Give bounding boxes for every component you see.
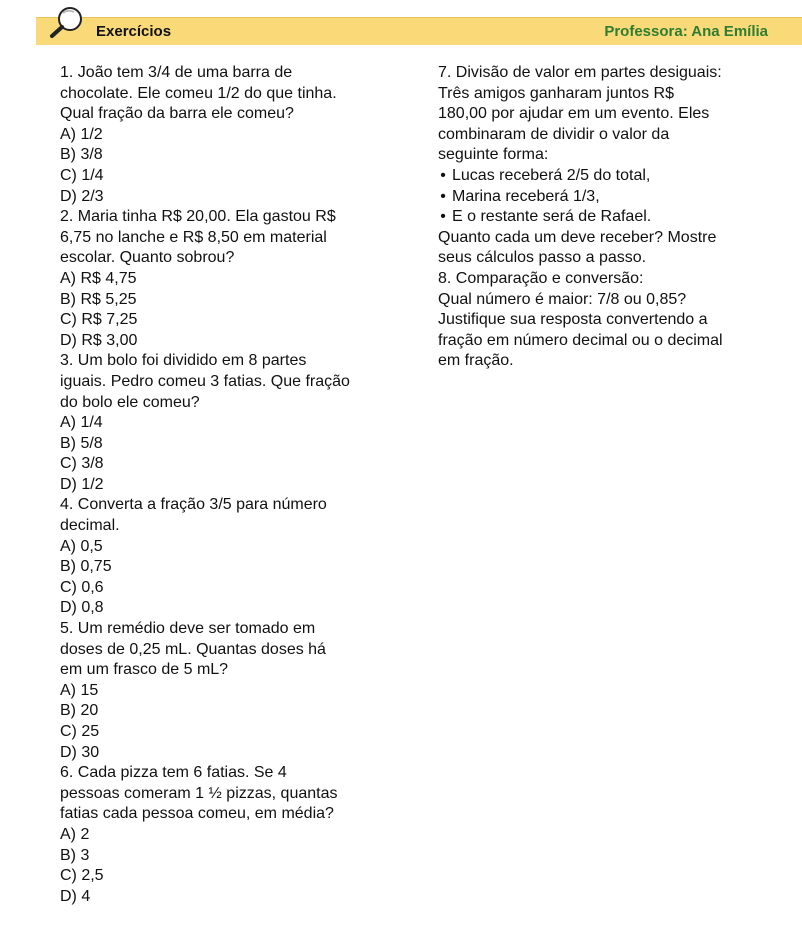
answer-option: A) 1/2 — [60, 125, 103, 143]
answer-option: A) 0,5 — [60, 537, 103, 555]
answer-option: D) R$ 3,00 — [60, 331, 138, 349]
question-text: doses de 0,25 mL. Quantas doses há — [60, 640, 326, 658]
answer-option: B) 3/8 — [60, 146, 103, 164]
header-teacher: Professora: Ana Emília — [604, 23, 768, 40]
question-text: 5. Um remédio deve ser tomado em — [60, 620, 316, 638]
question-text: 7. Divisão de valor em partes desiguais: — [438, 64, 722, 81]
answer-option: A) 2 — [60, 825, 90, 843]
answer-option: B) 3 — [60, 846, 90, 864]
answer-option: B) 0,75 — [60, 558, 112, 576]
answer-option: D) 1/2 — [60, 475, 104, 493]
left-column — [60, 63, 410, 907]
question-text: iguais. Pedro comeu 3 fatias. Que fração — [60, 372, 350, 390]
answer-option: C) 3/8 — [60, 455, 104, 473]
answer-option: B) 20 — [60, 702, 99, 720]
answer-option: A) 15 — [60, 681, 99, 699]
question-text: pessoas comeram 1 ½ pizzas, quantas — [60, 784, 338, 802]
question-text: Qual fração da barra ele comeu? — [60, 105, 294, 123]
answer-option: D) 4 — [60, 887, 91, 905]
header-bar — [36, 17, 802, 45]
answer-option: C) 1/4 — [60, 166, 104, 184]
question-text: do bolo ele comeu? — [60, 393, 200, 411]
answer-option: B) R$ 5,25 — [60, 290, 137, 308]
answer-option: D) 30 — [60, 743, 100, 761]
question-text: fração em número decimal ou o decimal — [438, 331, 723, 349]
question-text: 6,75 no lanche e R$ 8,50 em material — [60, 228, 327, 246]
question-text: seus cálculos passo a passo. — [438, 249, 647, 267]
question-text: Justifique sua resposta convertendo a — [438, 311, 708, 329]
answer-option: A) 1/4 — [60, 414, 103, 432]
answer-option: A) R$ 4,75 — [60, 269, 137, 287]
question-text: chocolate. Ele comeu 1/2 do que tinha. — [60, 84, 337, 102]
magnifier-icon — [28, 4, 88, 46]
bullet-item: • Lucas receberá 2/5 do total, — [438, 166, 802, 187]
answer-option: D) 0,8 — [60, 599, 104, 617]
question-text: 180,00 por ajudar em um evento. Eles — [438, 105, 710, 123]
answer-option: B) 5/8 — [60, 434, 103, 452]
question-text: 6. Cada pizza tem 6 fatias. Se 4 — [60, 764, 287, 782]
answer-option: C) 2,5 — [60, 867, 104, 885]
question-text: 2. Maria tinha R$ 20,00. Ela gastou R$ — [60, 208, 336, 226]
answer-option: D) 2/3 — [60, 187, 104, 205]
question-text: decimal. — [60, 517, 120, 535]
answer-option: C) 0,6 — [60, 578, 104, 596]
question-text: 4. Converta a fração 3/5 para número — [60, 496, 327, 514]
question-text: Quanto cada um deve receber? Mostre — [438, 228, 717, 246]
question-text: combinaram de dividir o valor da — [438, 125, 670, 143]
question-text: 3. Um bolo foi dividido em 8 partes — [60, 352, 307, 370]
bullet-item: • E o restante será de Rafael. — [438, 207, 802, 228]
right-column — [438, 63, 802, 372]
question-text: em um frasco de 5 mL? — [60, 661, 229, 679]
header-title: Exercícios — [96, 23, 172, 40]
question-text: Três amigos ganharam juntos R$ — [438, 84, 674, 102]
bullet-item: • Marina receberá 1/3, — [438, 187, 802, 208]
question-text: Qual número é maior: 7/8 ou 0,85? — [438, 290, 687, 308]
question-text: 8. Comparação e conversão: — [438, 269, 644, 287]
answer-option: C) R$ 7,25 — [60, 311, 138, 329]
question-text: fatias cada pessoa comeu, em média? — [60, 805, 334, 823]
question-text: seguinte forma: — [438, 146, 549, 164]
answer-option: C) 25 — [60, 723, 100, 740]
question-text: escolar. Quanto sobrou? — [60, 249, 235, 267]
question-text: em fração. — [438, 352, 514, 370]
question-text: 1. João tem 3/4 de uma barra de — [60, 64, 293, 81]
